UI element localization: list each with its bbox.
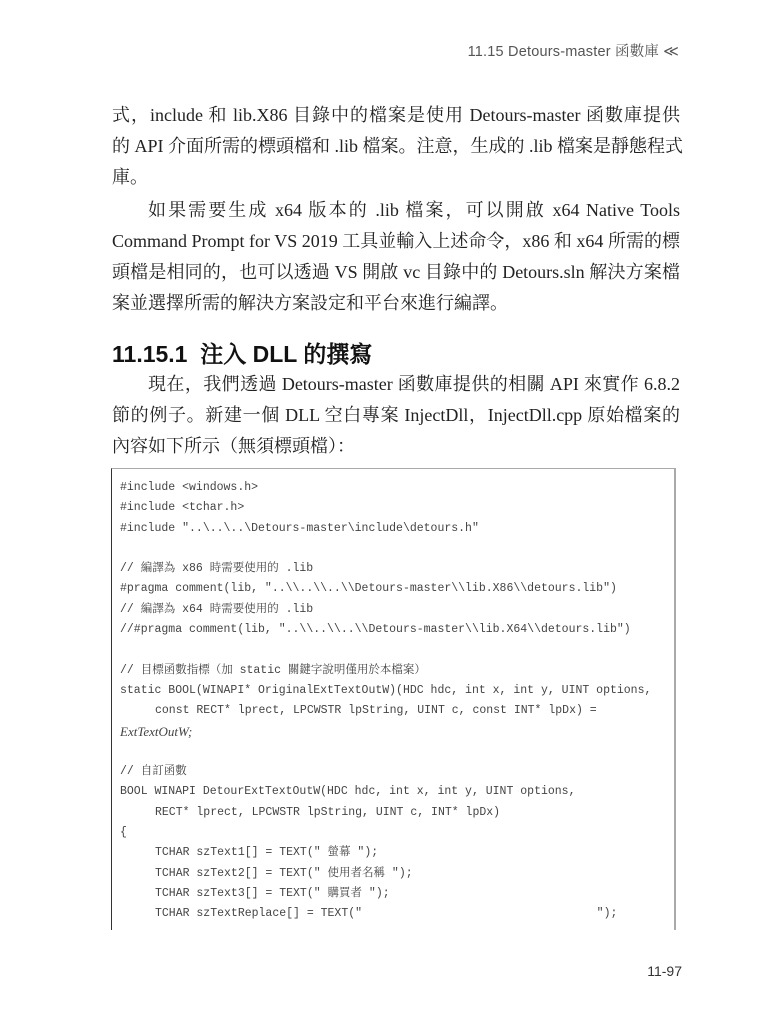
code-line: #include "..\..\..\Detours-master\include\detours.h": [120, 521, 479, 535]
code-line: #include <windows.h>: [120, 481, 259, 494]
paragraph-line: 現在，我們透過 Detours-master 函數庫提供的相關 API 來實作 6.8.2: [148, 374, 680, 394]
paragraph-line: 庫。: [112, 167, 148, 187]
paragraph-line: 頭檔是相同的，也可以透過 VS 開啟 vc 目錄中的 Detours.sln 解決方案檔: [112, 262, 680, 282]
section-heading: [112, 336, 372, 369]
code-line: TCHAR szText1[] = TEXT(" 螢幕 ");: [155, 846, 379, 860]
code-comment: // 編譯為 x86 時需要使用的 .lib: [120, 562, 314, 576]
code-line: //#pragma comment(lib, "..\\..\\..\\Detours-master\\lib.X64\\detours.lib"): [120, 623, 631, 637]
paragraph-2: [112, 195, 680, 319]
code-line: BOOL WINAPI DetourExtTextOutW(HDC hdc, int x, int y, UINT options,: [120, 785, 576, 799]
paragraph-line: 節的例子。新建一個 DLL 空白專案 InjectDll，InjectDll.cpp 原始檔案的: [112, 405, 680, 425]
code-line: #pragma comment(lib, "..\\..\\..\\Detours-master\\lib.X86\\detours.lib"): [120, 582, 617, 596]
paragraph-line: Command Prompt for VS 2019 工具並輸入上述命令，x86 和 x64 所需的標: [112, 231, 680, 251]
code-listing: [120, 478, 670, 925]
code-line: {: [120, 826, 127, 840]
code-line: [120, 640, 670, 660]
code-line: RECT* lprect, LPCWSTR lpString, UINT c, INT* lpDx): [155, 805, 501, 819]
paragraph-1: [112, 100, 684, 193]
section-number: 11.15.1: [112, 341, 188, 367]
code-line: TCHAR szText2[] = TEXT(" 使用者名稱 ");: [155, 866, 413, 880]
code-line: TCHAR szText3[] = TEXT(" 購買者 ");: [155, 886, 390, 900]
code-line: const RECT* lprect, LPCWSTR lpString, UINT c, const INT* lpDx) =: [155, 704, 597, 718]
section-title: 注入 DLL 的撰寫: [200, 341, 373, 367]
code-line: [120, 539, 670, 559]
code-comment: // 編譯為 x64 時需要使用的 .lib: [120, 602, 314, 616]
code-comment: // 自訂函數: [120, 765, 187, 779]
running-head-text: 11.15 Detours-master 函數庫: [467, 44, 660, 60]
page-number: 11-97: [647, 963, 682, 979]
paragraph-3: [112, 369, 680, 462]
paragraph-line: 案並選擇所需的解決方案設定和平台來進行編譯。: [112, 293, 508, 313]
code-line: static BOOL(WINAPI* OriginalExtTextOutW)(HDC hdc, int x, int y, UINT options,: [120, 683, 652, 697]
paragraph-line: 的 API 介面所需的標頭檔和 .lib 檔案。注意，生成的 .lib 檔案是靜態程式: [112, 136, 684, 156]
running-head: [468, 40, 679, 61]
paragraph-line: 內容如下所示（無須標頭檔）：: [112, 436, 355, 456]
code-line: ExtTextOutW;: [120, 723, 193, 739]
code-line: #include <tchar.h>: [120, 501, 245, 515]
double-chevron-left-icon: ≪: [663, 43, 679, 60]
paragraph-line: 式，include 和 lib.X86 目錄中的檔案是使用 Detours-master 函數庫提供: [112, 105, 680, 125]
code-line: [120, 742, 670, 762]
code-line: TCHAR szTextReplace[] = TEXT(" ");: [155, 907, 618, 921]
code-comment: // 目標函數指標（加 static 關鍵字說明僅用於本檔案）: [120, 663, 426, 677]
paragraph-line: 如果需要生成 x64 版本的 .lib 檔案，可以開啟 x64 Native Tools: [148, 200, 680, 220]
